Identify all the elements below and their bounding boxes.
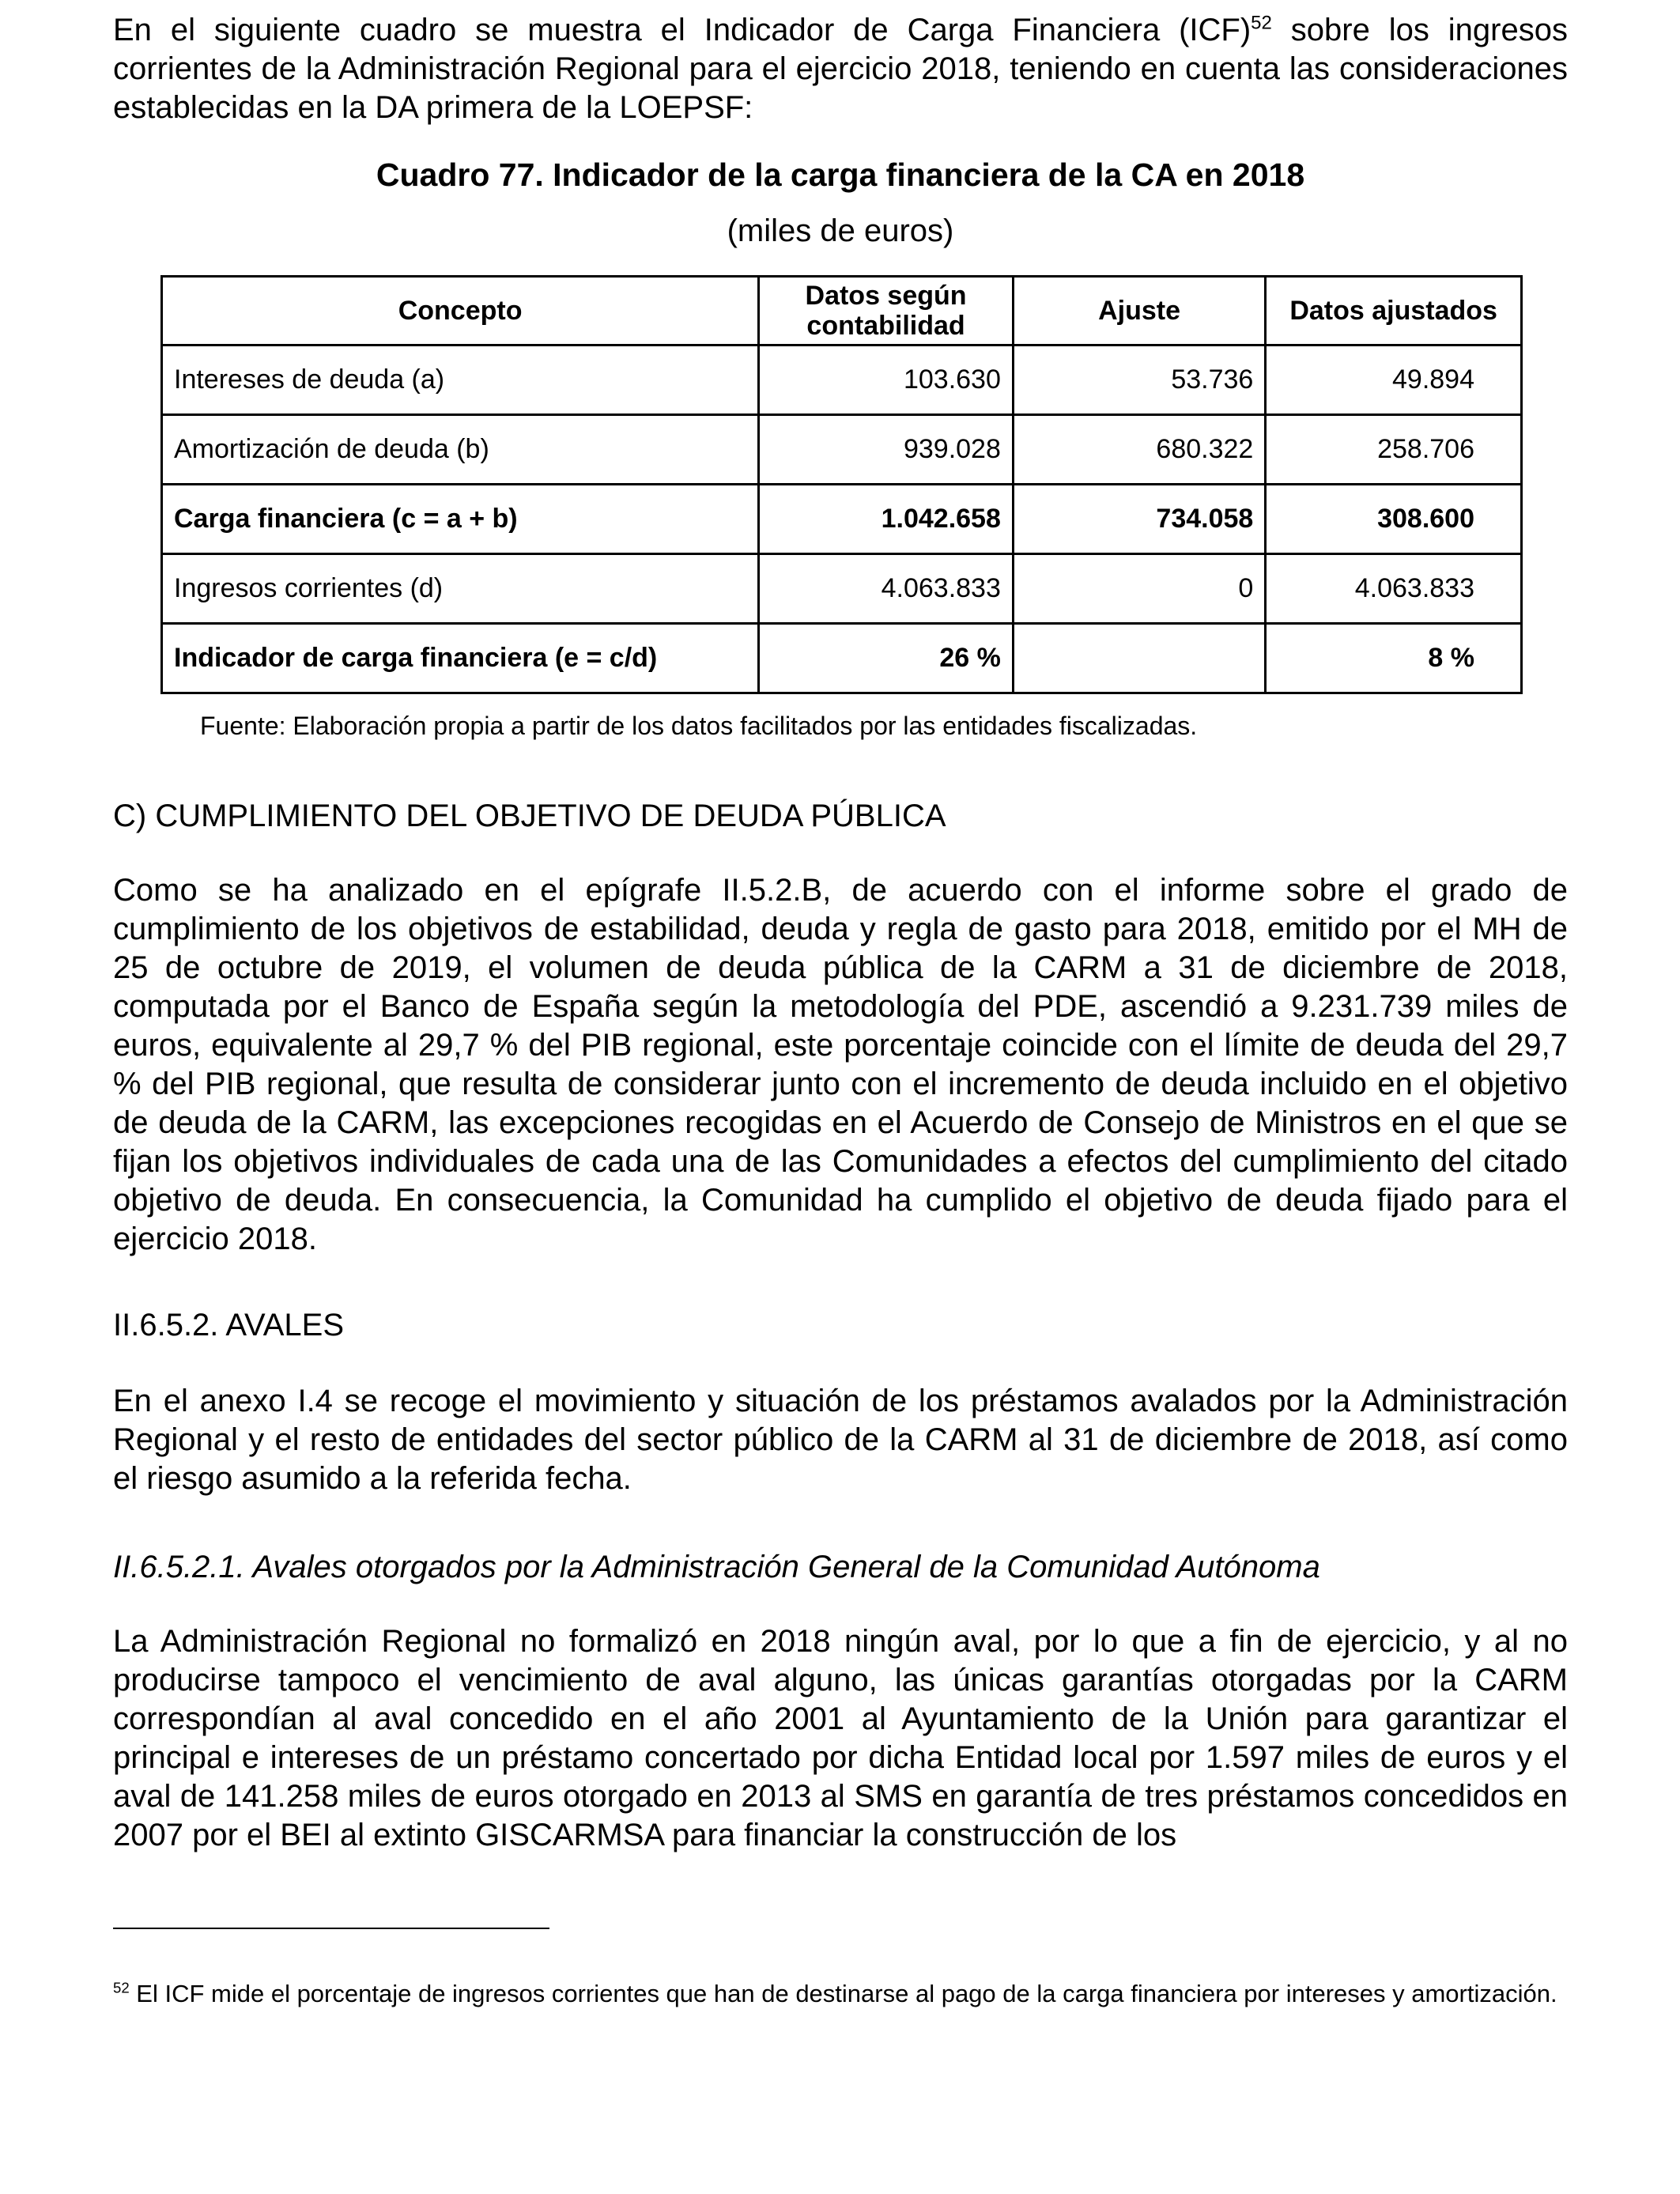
section-avales-otorgados-paragraph: La Administración Regional no formalizó en 2018 ningún aval, por lo que a fin de ejercicio, y al no producirse tampoco el vencimiento de aval alguno, las únicas garantías otorgadas por la CARM correspondían al aval concedido en el año 2001 al Ayuntamiento de la Unión para garantizar el principal e intereses de un préstamo concertado por dicha Entidad local por 1.597 miles de euros y el aval de 141.258 miles de euros otorgado en 2013 al SMS en garantía de tres préstamos concedidos en 2007 por el BEI al extinto GISCARMSA para financiar la construcción de los: [113, 1624, 1568, 1852]
footnote-reference[interactable]: 52: [1251, 12, 1272, 34]
intro-text-start: En el siguiente cuadro se muestra el Indicador de Carga Financiera (ICF): [113, 13, 1252, 47]
table-row: [162, 624, 1522, 693]
cell-contabilidad: 1.042.658: [759, 485, 1014, 554]
cell-ajustados: 308.600: [1266, 485, 1522, 554]
cell-ajuste: 53.736: [1013, 346, 1265, 415]
cell-ajuste: 680.322: [1013, 415, 1265, 485]
footnote-divider: [113, 1928, 549, 1929]
cell-ajustados: 8 %: [1266, 624, 1522, 693]
section-c-paragraph: Como se ha analizado en el epígrafe II.5.2.B, de acuerdo con el informe sobre el grado de cumplimiento de los objetivos de estabilidad, deuda y regla de gasto para 2018, emitido por el MH de 25 de octubre de 2019, el volumen de deuda pública de la CARM a 31 de diciembre de 2018, computada por el Banco de España según la metodología del PDE, ascendió a 9.231.739 miles de euros, equivalente al 29,7 % del PIB regional, este porcentaje coincide con el límite de deuda del 29,7 % del PIB regional, que resulta de considerar junto con el incremento de deuda incluido en el objetivo de deuda de la CARM, las excepciones recogidas en el Acuerdo de Consejo de Ministros en el que se fijan los objetivos individuales de cada una de las Comunidades a efectos del cumplimiento del citado objetivo de deuda. En consecuencia, la Comunidad ha cumplido el objetivo de deuda fijado para el ejercicio 2018.: [113, 873, 1568, 1256]
cell-ajuste: 734.058: [1013, 485, 1265, 554]
cell-ajustados: 49.894: [1266, 346, 1522, 415]
table-source-note: Fuente: Elaboración propia a partir de los datos facilitados por las entidades fiscalizadas.: [200, 712, 1198, 740]
table-header-row: [162, 277, 1522, 346]
footnote-text: El ICF mide el porcentaje de ingresos corrientes que han de destinarse al pago de la carga financiera por intereses y amortización.: [129, 1980, 1557, 2007]
section-avales-heading: II.6.5.2. AVALES: [113, 1308, 345, 1342]
cell-contabilidad: 939.028: [759, 415, 1014, 485]
header-datos-ajustados: Datos ajustados: [1266, 277, 1522, 346]
cell-concepto: Carga financiera (c = a + b): [162, 485, 759, 554]
financial-burden-table: [160, 275, 1523, 694]
section-c-heading: C) CUMPLIMIENTO DEL OBJETIVO DE DEUDA PÚBLICA: [113, 799, 946, 833]
cell-ajuste: [1013, 624, 1265, 693]
intro-text-end: sobre los ingresos corrientes de la Administración Regional para el ejercicio 2018, teniendo en cuenta las consideraciones establecidas en la DA primera de la LOEPSF:: [113, 13, 1568, 125]
cell-ajuste: 0: [1013, 554, 1265, 624]
cell-contabilidad: 26 %: [759, 624, 1014, 693]
cell-contabilidad: 4.063.833: [759, 554, 1014, 624]
table-row: [162, 415, 1522, 485]
footnote: [113, 1978, 1568, 2010]
intro-paragraph: [113, 11, 1568, 127]
cell-concepto: Intereses de deuda (a): [162, 346, 759, 415]
cell-concepto: Indicador de carga financiera (e = c/d): [162, 624, 759, 693]
cell-contabilidad: 103.630: [759, 346, 1014, 415]
table-title: Cuadro 77. Indicador de la carga financiera de la CA en 2018: [376, 157, 1305, 193]
cell-ajustados: 258.706: [1266, 415, 1522, 485]
header-concepto: Concepto: [162, 277, 759, 346]
section-avales-paragraph: En el anexo I.4 se recoge el movimiento y situación de los préstamos avalados por la Administración Regional y el resto de entidades del sector público de la CARM al 31 de diciembre de 2018, así como el riesgo asumido a la referida fecha.: [113, 1384, 1568, 1496]
table-row: [162, 554, 1522, 624]
header-ajuste: Ajuste: [1013, 277, 1265, 346]
cell-ajustados: 4.063.833: [1266, 554, 1522, 624]
table-row: [162, 346, 1522, 415]
header-datos-contabilidad: Datos según contabilidad: [759, 277, 1014, 346]
section-avales-otorgados-heading: II.6.5.2.1. Avales otorgados por la Administración General de la Comunidad Autónoma: [113, 1550, 1320, 1584]
cell-concepto: Amortización de deuda (b): [162, 415, 759, 485]
footnote-number: 52: [113, 1979, 130, 1996]
table-units: (miles de euros): [727, 213, 954, 248]
cell-concepto: Ingresos corrientes (d): [162, 554, 759, 624]
table-row: [162, 485, 1522, 554]
